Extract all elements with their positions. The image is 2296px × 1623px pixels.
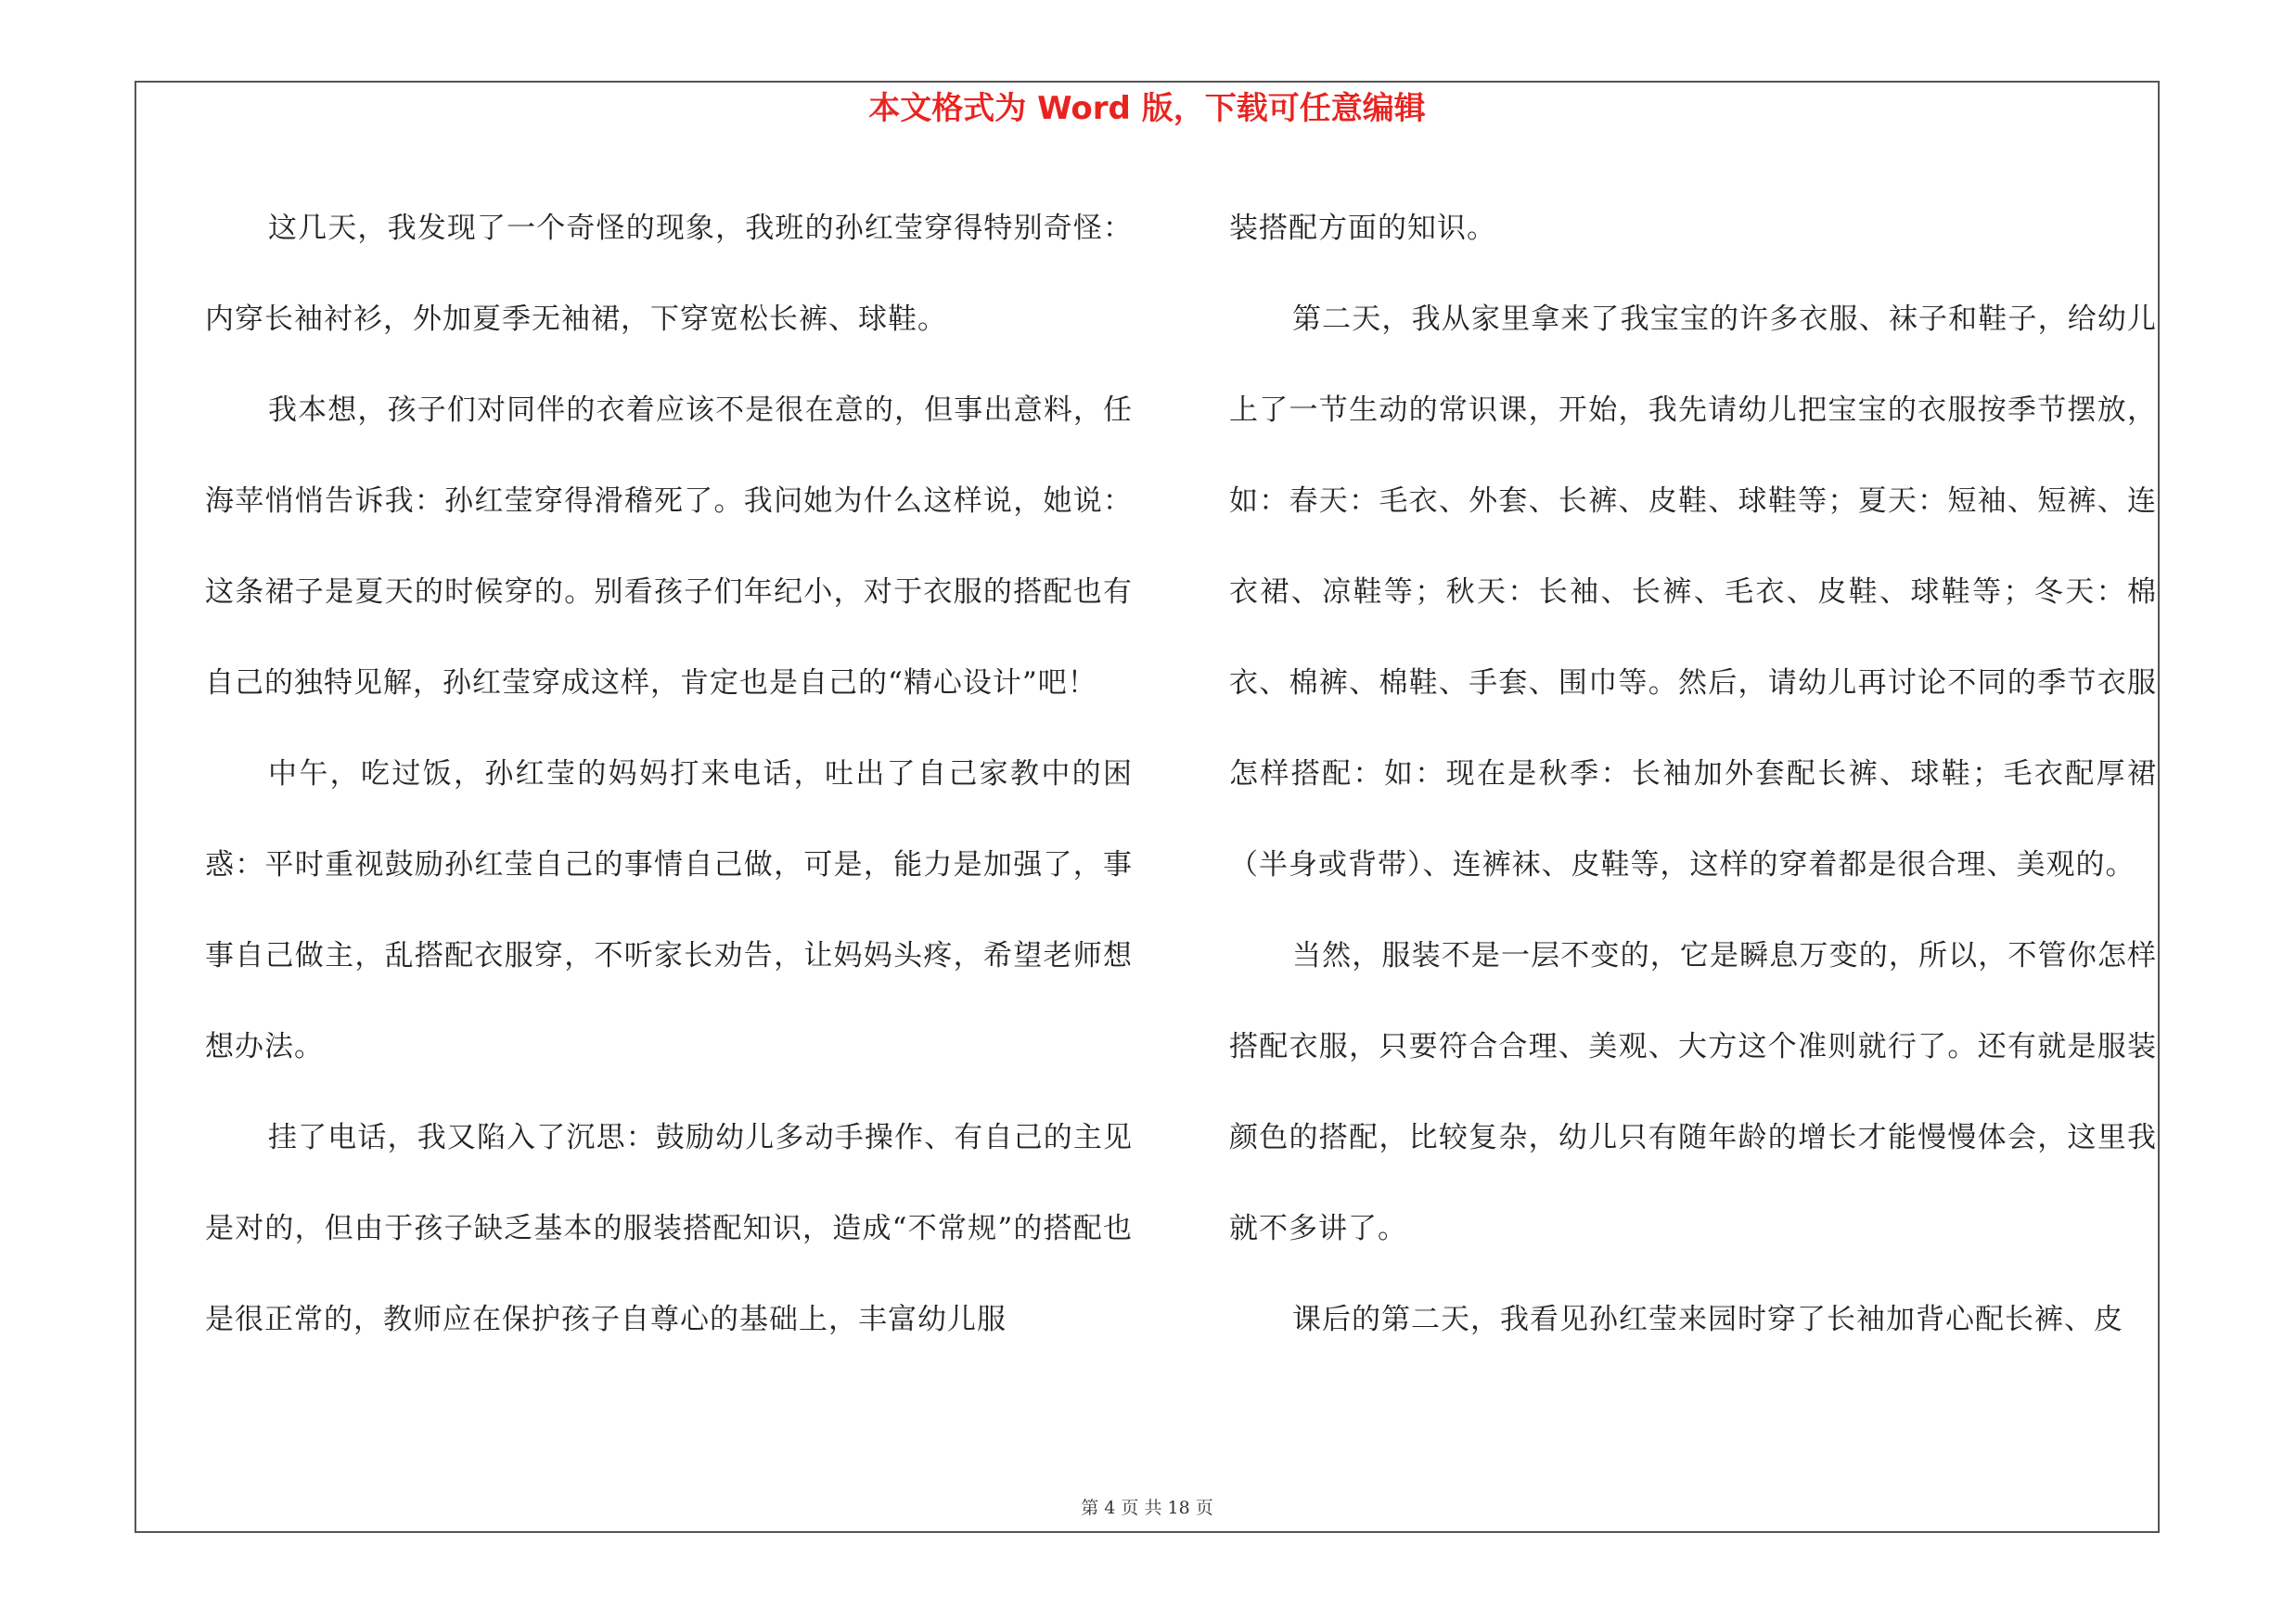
paragraph: 这几天，我发现了一个奇怪的现象，我班的孙红莹穿得特别奇怪：内穿长袖衬衫，外加夏季无袖裙，下穿宽松长裤、球鞋。 (205, 212, 1133, 336)
paragraph: 课后的第二天，我看见孙红莹来园时穿了长袖加背心配长裤、皮 (1292, 1303, 2123, 1336)
paragraph: 当然，服装不是一层不变的，它是瞬息万变的，所以，不管你怎样搭配衣服，只要符合合理、美观、大方这个准则就行了。还有就是服装颜色的搭配，比较复杂，幼儿只有随年龄的增长才能慢慢体会，这里我就不多讲了。 (1229, 939, 2157, 1245)
page-number: 第 4 页 共 18 页 (1081, 1498, 1213, 1518)
document-banner: 本文格式为 Word 版，下载可任意编辑 (868, 90, 1426, 127)
paragraph: 我本想，孩子们对同伴的衣着应该不是很在意的，但事出意料，任海苹悄悄告诉我：孙红莹穿得滑稽死了。我问她为什么这样说，她说：这条裙子是夏天的时候穿的。别看孩子们年纪小，对于衣服的搭配也有自己的独特见解，孙红莹穿成这样，肯定也是自己的“精心设计”吧！ (205, 393, 1133, 700)
left-column (205, 183, 1133, 1365)
paragraph-continuation: 装搭配方面的知识。 (1229, 212, 1496, 245)
paragraph: 中午，吃过饭，孙红莹的妈妈打来电话，吐出了自己家教中的困惑：平时重视鼓励孙红莹自己的事情自己做，可是，能力是加强了，事事自己做主，乱搭配衣服穿，不听家长劝告，让妈妈头疼，希望老师想想办法。 (205, 757, 1133, 1063)
paragraph: 挂了电话，我又陷入了沉思：鼓励幼儿多动手操作、有自己的主见是对的，但由于孩子缺乏基本的服装搭配知识，造成“不常规”的搭配也是很正常的，教师应在保护孩子自尊心的基础上，丰富幼儿服 (205, 1121, 1133, 1336)
paragraph: 第二天，我从家里拿来了我宝宝的许多衣服、袜子和鞋子，给幼儿上了一节生动的常识课，开始，我先请幼儿把宝宝的衣服按季节摆放，如：春天：毛衣、外套、长裤、皮鞋、球鞋等；夏天：短袖、短裤、连衣裙、凉鞋等；秋天：长袖、长裤、毛衣、皮鞋、球鞋等；冬天：棉衣、棉裤、棉鞋、手套、围巾等。然后，请幼儿再讨论不同的季节衣服怎样搭配：如：现在是秋季：长袖加外套配长裤、球鞋；毛衣配厚裙（半身或背带）、连裤袜、皮鞋等，这样的穿着都是很合理、美观的。 (1229, 303, 2157, 882)
right-column (1229, 183, 2157, 1365)
